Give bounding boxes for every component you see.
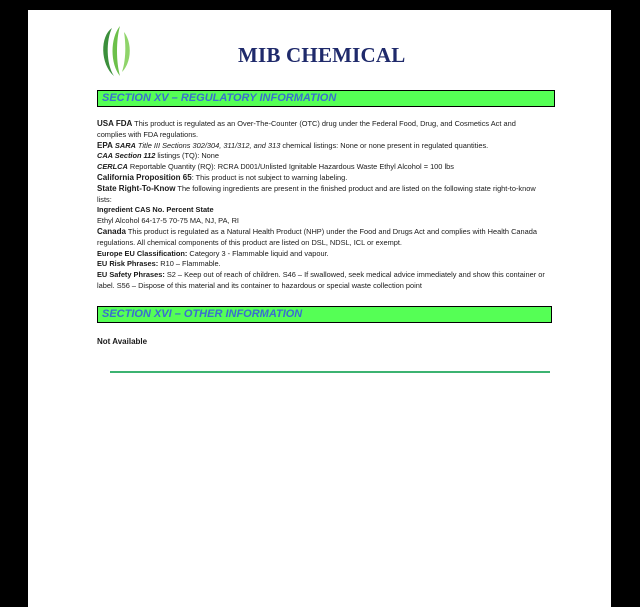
cerlca-label: CERLCA bbox=[97, 162, 128, 172]
company-title: MIB CHEMICAL bbox=[238, 43, 406, 67]
epa-sections: Title III Sections 302/304, 311/312, and 313 bbox=[135, 140, 281, 150]
eu-risk-label: EU Risk Phrases: bbox=[97, 259, 159, 269]
usa-fda-paragraph bbox=[97, 119, 545, 141]
state-rtk-label: State Right-To-Know bbox=[97, 183, 176, 193]
prop65-text: : This product is not subject to warning labeling. bbox=[191, 172, 348, 182]
ingredient-header: Ingredient CAS No. Percent State bbox=[97, 205, 214, 215]
canada-text: This product is regulated as a Natural Health Product (NHP) under the Food and Drugs Act and complies with Health Canada regulations. All chemical components of this product are listed on DSL, NDSL, ICL or exempt. bbox=[97, 226, 537, 247]
cerlca-text: Reportable Quantity (RQ): RCRA D001/Unlisted Ignitable Hazardous Waste Ethyl Alcohol = 100 lbs bbox=[127, 162, 454, 172]
top-black-bar bbox=[0, 0, 640, 10]
state-rtk-paragraph bbox=[97, 184, 545, 206]
prop65-label: California Proposition 65 bbox=[97, 172, 192, 182]
epa-sara-label: SARA bbox=[114, 140, 136, 150]
canada-paragraph bbox=[97, 227, 545, 249]
canada-label: Canada bbox=[97, 226, 126, 236]
regulatory-content bbox=[97, 119, 545, 292]
footer-divider bbox=[110, 371, 550, 373]
epa-paragraph bbox=[97, 141, 545, 152]
prop65-paragraph bbox=[97, 173, 545, 184]
section-16-header: SECTION XVI – OTHER INFORMATION bbox=[97, 306, 552, 323]
eu-classification-text: Category 3 - Flammable liquid and vapour. bbox=[187, 248, 329, 258]
eu-classification-label: Europe EU Classification: bbox=[97, 248, 188, 258]
document-page bbox=[28, 10, 611, 607]
usa-fda-label: USA FDA bbox=[97, 119, 133, 128]
eu-risk-text: R10 – Flammable. bbox=[158, 259, 221, 269]
other-information-value: Not Available bbox=[97, 337, 148, 346]
state-rtk-text: The following ingredients are present in the finished product and are listed on the following state right-to-know lists: bbox=[97, 183, 536, 204]
leaf-logo-icon bbox=[98, 24, 134, 78]
section-15-header: SECTION XV – REGULATORY INFORMATION bbox=[97, 90, 555, 107]
eu-risk-paragraph bbox=[97, 259, 545, 270]
cerlca-paragraph bbox=[97, 162, 545, 173]
caa-paragraph bbox=[97, 151, 545, 162]
eu-safety-paragraph bbox=[97, 270, 545, 292]
epa-label: EPA bbox=[97, 140, 113, 150]
caa-text: listings (TQ): None bbox=[155, 151, 219, 161]
ingredient-row: Ethyl Alcohol 64-17-5 70-75 MA, NJ, PA, RI bbox=[97, 216, 239, 226]
usa-fda-text: This product is regulated as an Over-The-Counter (OTC) drug under the Federal Food, Drug, and Cosmetics Act and complies with FDA regulations. bbox=[97, 119, 516, 139]
eu-safety-label: EU Safety Phrases: bbox=[97, 270, 165, 280]
caa-label: CAA Section 112 bbox=[97, 151, 156, 161]
epa-text: chemical listings: None or none present in regulated quantities. bbox=[280, 140, 489, 150]
eu-classification-paragraph bbox=[97, 249, 545, 260]
eu-safety-text: S2 – Keep out of reach of children. S46 – If swallowed, seek medical advice immediately and show this container or label. S56 – Dispose of this material and its container to hazardous or special waste collection point bbox=[97, 270, 545, 290]
